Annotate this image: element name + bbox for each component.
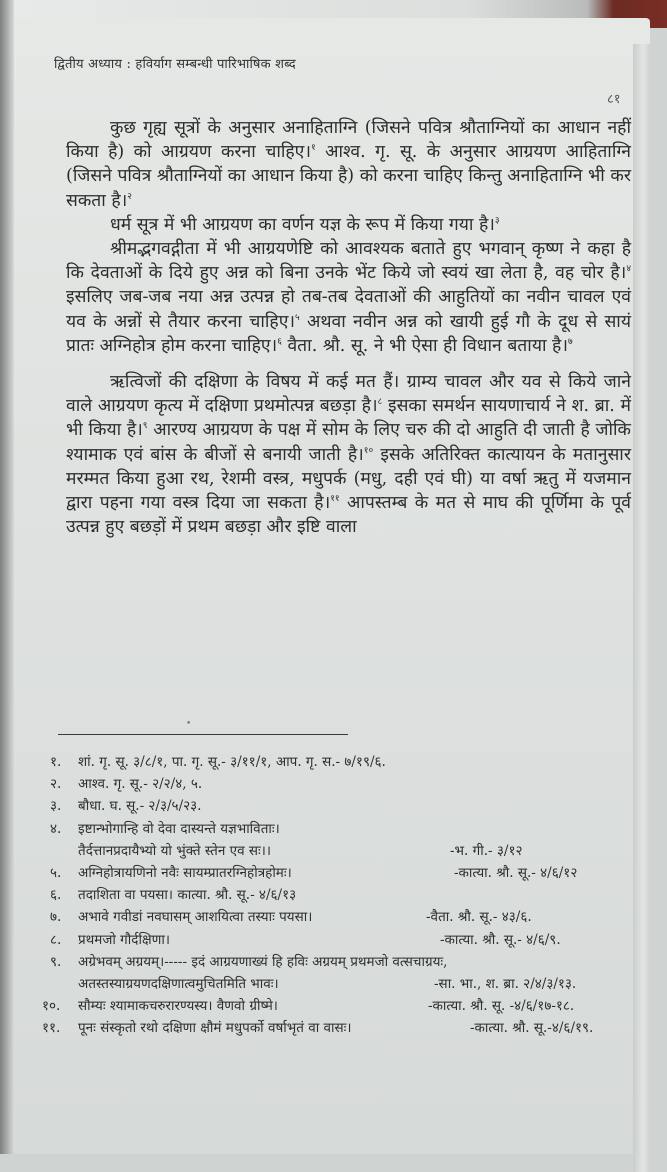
- footnote-separator: [58, 734, 348, 735]
- paragraph-4: ऋत्विजों की दक्षिणा के विषय में कई मत हैं। ग्राम्य चावल और यव से किये जाने वाले आग्रयण कृत्य में दक्षिणा प्रथमोत्पन्न बछड़ा है।$^८$ इसका समर्थन सायणाचार्य ने श. ब्रा. में भी किया है।$^९$ आरण्य आग्रयण के पक्ष में सोम के लिए चरु की दो आहुति दी जाती है जोकि श्यामाक एवं बांस के बीजों से बनायी जाती है।$^{१०}$ इसके अतिरिक्त कात्यायन के मतानुसार मरम्मत किया हुआ रथ, रेशमी वस्त्र, मधुपर्क (मधु, दही एवं घी) या वर्षा ऋतु में यजमान द्वारा पहना गया वस्त्र दिया जा सकता है।$^{११}$ आपस्तम्ब के मत से माघ की पूर्णिमा के पूर्व उत्पन्न हुए बछड़ों में प्रथम बछड़ा और इष्टि वाला: [66, 372, 631, 538]
- footnote-source: -कात्या. श्रौ. सू. -४/६/१७-१८.: [428, 998, 575, 1015]
- footnote-7: ७. अभावे गवीडां नवघासम् आशयित्वा तस्याः पयसा। -वैता. श्रौ. सू.- ४३/६.: [50, 906, 650, 928]
- paragraph-1: कुछ गृह्य सूत्रों के अनुसार अनाहिताग्नि (जिसने पवित्र श्रौताग्नियों का आधान नहीं किया है) को आग्रयण करना चाहिए।$^१$ आश्व. गृ. सू. के अनुसार आग्रयण आहिताग्नि (जिसने पवित्र श्रौताग्नियों का आधान किया है) को करना चाहिए किन्तु अनाहिताग्नि भी कर सकता है।$^२$: [66, 118, 631, 211]
- body-text: [66, 116, 631, 539]
- footnote-10: १०. सौम्यः श्यामाकचरुरारण्यस्य। वैणवो ग्रीष्मे। -कात्या. श्रौ. सू. -४/६/१७-१८.: [50, 995, 650, 1017]
- footnote-source: -कात्या. श्रौ. सू.- ४/६/१२: [454, 864, 578, 881]
- footnotes: [42, 751, 650, 1039]
- footnote-4-cont: तैर्दत्तानप्रदायैभ्यो यो भुंक्ते स्तेन एव सः।। -भ. गी.- ३/१२: [50, 840, 650, 862]
- footnote-source: -भ. गी.- ३/१२: [450, 842, 523, 859]
- paragraph-2: धर्म सूत्र में भी आग्रयण का वर्णन यज्ञ के रूप में किया गया है।$^३$: [110, 214, 500, 235]
- footnote-source: -कात्या. श्रौ. सू.-४/६/१९.: [470, 1020, 594, 1037]
- footnote-ref: ६: [277, 336, 282, 347]
- paragraph-3: श्रीमद्भगवद्गीता में भी आग्रयणेष्टि को आवश्यक बताते हुए भगवान् कृष्ण ने कहा है कि देवताओं के दिये हुए अन्न को बिना उनके भेंट किये जो स्वयं खा लेता है, वह चोर है।$^४$ इसलिए जब-जब नया अन्न उत्पन्न हो तब-तब देवताओं की आहुतियों का नवीन चावल एवं यव के अन्नों से तैयार करना चाहिए।$^५$ अथवा नवीन अन्न को खायी हुई गौ के दूध से सायं प्रातः अग्निहोत्र होम करना चाहिए।$^६$ वैता. श्रौ. सू. ने भी ऐसा ही विधान बताया है।$^७$: [66, 239, 631, 356]
- book-spine-shadow: [0, 0, 14, 1154]
- footnote-9: ९. अग्रेभवम् अग्रयम्।----- इदं आग्रयणाख्यं हि हविः अग्रयम् प्रथमजो वत्सचाग्रयः,: [50, 953, 448, 970]
- book-page: [14, 18, 650, 1154]
- page-number: ८१: [607, 92, 621, 107]
- footnote-5: ५. अग्निहोत्रायणिनो नवैः सायम्प्रातरग्निहोत्रहोमः। -कात्या. श्रौ. सू.- ४/६/१२: [50, 862, 650, 884]
- footnote-ref: ११: [330, 494, 340, 505]
- rule-mark: •: [186, 719, 192, 729]
- footnote-ref: ३: [494, 215, 500, 226]
- footnote-ref: ५: [295, 312, 300, 323]
- footnote-4: ४. इष्टान्भोगान्हि वो देवा दास्यन्ते यज्ञभाविताः।: [50, 820, 280, 837]
- footnote-9-cont: अतस्तस्याग्रयणदक्षिणात्वमुचितमिति भावः। -सा. भा., श. ब्रा. २/४/३/१३.: [50, 973, 650, 995]
- footnote-source: -वैता. श्रौ. सू.- ४३/६.: [426, 909, 532, 926]
- footnote-8: ८. प्रथमजो गौर्दक्षिणा। -कात्या. श्रौ. सू.- ४/६/९.: [50, 929, 650, 951]
- footnote-ref: ७: [568, 336, 573, 347]
- footnote-11: ११. पूनः संस्कृतो रथो दक्षिणा क्षौमं मधुपर्को वर्षाभृतं वा वासः। -कात्या. श्रौ. सू.-४/६/१९.: [50, 1017, 650, 1039]
- footnote-1: १. शां. गृ. सू. ३/८/१, पा. गृ. सू.- ३/११/१, आप. गृ. स.- ७/१९/६.: [50, 754, 386, 770]
- footnote-ref: ४: [626, 264, 631, 275]
- footnote-ref: १०: [363, 445, 374, 456]
- running-head: द्वितीय अध्याय : हविर्याग सम्बन्धी पारिभाषिक शब्द: [54, 57, 296, 72]
- footnote-ref: ८: [377, 397, 383, 408]
- footnote-3: ३. बौधा. घ. सू.- २/३/५/२३.: [50, 798, 202, 815]
- footnote-ref: ९: [142, 421, 148, 432]
- footnote-source: -सा. भा., श. ब्रा. २/४/३/१३.: [434, 975, 577, 992]
- footnote-2: २. आश्व. गृ. सू.- २/२/४, ५.: [50, 776, 203, 793]
- footnote-ref: २: [127, 191, 132, 202]
- footnote-source: -कात्या. श्रौ. सू.- ४/६/९.: [440, 931, 561, 948]
- footnote-6: ६. तदाशिता वा पयसा। कात्या. श्रौ. सू.- ४/६/१३: [50, 887, 297, 904]
- footnote-ref: १: [311, 143, 316, 154]
